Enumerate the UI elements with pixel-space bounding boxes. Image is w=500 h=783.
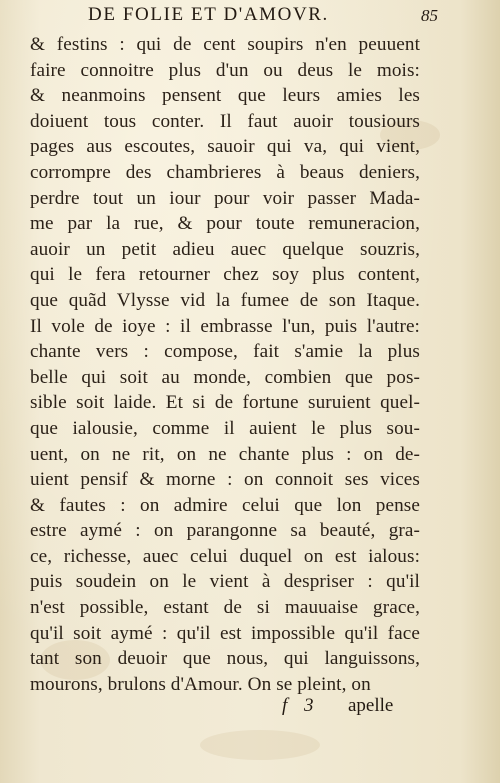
text-line: ce, richesse, auec celui duquel on est ialous: [30, 545, 420, 567]
text-line: belle qui soit au monde, combien que pos- [30, 366, 420, 388]
text-line: me par la rue, & pour toute remuneracion, [30, 213, 420, 235]
text-line: Il vole de ioye : il embrasse l'un, puis l'autre: [30, 315, 420, 337]
text-line: que quãd Vlysse vid la fumee de son Itaque. [30, 289, 420, 311]
text-line: & neanmoins pensent que leurs amies les [30, 85, 420, 107]
text-line: uient pensif & morne : on connoit ses vices [30, 469, 420, 491]
text-line: que ialousie, comme il auient le plus sou- [30, 417, 420, 439]
text-line: sible soit laide. Et si de fortune suruient quel- [30, 392, 420, 414]
text-line: qu'il soit aymé : qu'il est impossible qu'il face [30, 622, 420, 644]
body-text [30, 32, 420, 697]
text-line: corrompre des chambrieres à beaus deniers, [30, 161, 420, 183]
catchword: apelle [348, 695, 394, 716]
signature-mark: f 3 [282, 695, 320, 716]
text-line: auoir un petit adieu auec quelque souzris, [30, 238, 420, 260]
text-line: chante vers : compose, fait s'amie la plus [30, 341, 420, 363]
paper-stain [200, 730, 320, 760]
page-number: 85 [421, 6, 438, 25]
page-header [0, 4, 500, 30]
text-line: n'est possible, estant de si mauuaise grace, [30, 597, 420, 619]
text-line: faire connoitre plus d'un ou deus le mois: [30, 59, 420, 81]
text-line: qui le fera retourner chez soy plus content, [30, 264, 420, 286]
text-line: pages aus escoutes, sauoir qui va, qui vient, [30, 136, 420, 158]
text-line: perdre tout un iour pour voir passer Mada- [30, 187, 420, 209]
text-line: & festins : qui de cent soupirs n'en peuuent [30, 34, 420, 55]
text-line: uent, on ne rit, on ne chante plus : on de- [30, 443, 420, 465]
page-footer [0, 695, 500, 723]
text-line: tant son deuoir que nous, qui languissons, [30, 648, 420, 670]
text-line: & fautes : on admire celui que lon pense [30, 494, 420, 516]
text-line: puis soudein on le vient à despriser : qu'il [30, 571, 420, 593]
running-head: DE FOLIE ET D'AMOVR. [88, 4, 329, 25]
text-line: estre aymé : on parangonne sa beauté, gra- [30, 520, 420, 542]
text-line: mourons, brulons d'Amour. On se pleint, on [30, 673, 371, 695]
text-line: doiuent tous conter. Il faut auoir tousiours [30, 110, 420, 132]
